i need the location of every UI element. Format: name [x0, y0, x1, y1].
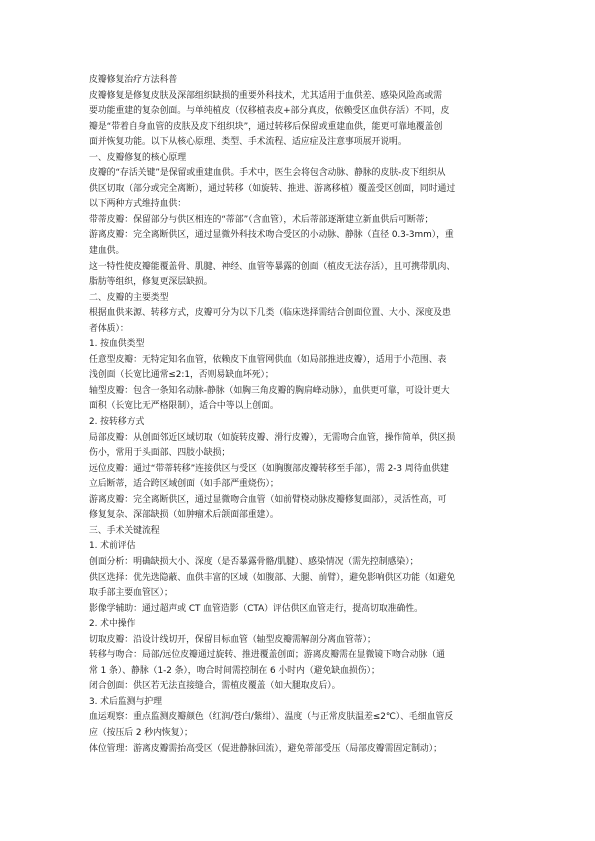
intro-line: 瓣是“带着自身血管的皮肤及皮下组织块”，通过转移后保留或重建血供，能更可靠地覆盖创: [89, 121, 443, 132]
pedicled-flap-line: 带蒂皮瓣：保留部分与供区相连的“蒂部”（含血管），术后蒂部逐渐建立新血供后可断蒂；: [89, 214, 434, 225]
distant-flap-line: 立后断蒂，适合跨区域创面（如手部严重烧伤）；: [89, 479, 279, 490]
intro-line: 面并恢复功能。以下从核心原理、类型、手术流程、适应症及注意事项展开说明。: [89, 137, 407, 148]
section-heading-principle: 一、皮瓣修复的核心原理: [89, 152, 187, 163]
transfer-anastomosis-line: 常 1 条）、静脉（1-2 条），吻合时间需控制在 6 小时内（避免缺血损伤）；: [89, 665, 380, 676]
principle-line: 供区切取（部分或完全离断），通过转移（如旋转、推进、游离移植）覆盖受区创面，同时通过: [89, 183, 456, 194]
subheading-intraop: 2. 术中操作: [89, 619, 136, 630]
blood-flow-observation-line: 应（按压后 2 秒内恢复）；: [89, 727, 193, 738]
free-flap-line: 建血供。: [89, 246, 125, 257]
random-flap-line: 浅创面（长宽比通常≤2:1，否则易缺血坏死）；: [89, 370, 274, 381]
subheading-blood-supply: 1. 按血供类型: [89, 339, 145, 350]
principle-line: 皮瓣的“存活关键”是保留或重建血供。手术中，医生会将包含动脉、静脉的皮肤-皮下组织从: [89, 168, 446, 179]
principle-summary-line: 脂肪等组织，修复更深层缺损。: [89, 277, 213, 288]
section-heading-procedure: 三、手术关键流程: [89, 525, 160, 536]
donor-selection-line: 取手部主要血管区）；: [89, 588, 173, 599]
axial-flap-line: 轴型皮瓣：包含一条知名动脉-静脉（如胸三角皮瓣的胸肩峰动脉），血供更可靠，可设计更大: [89, 385, 450, 396]
subheading-preop: 1. 术前评估: [89, 541, 136, 552]
free-flap-type-line: 修复复杂、深部缺损（如肿瘤术后颌面部重建）。: [89, 510, 279, 521]
free-flap-line: 游离皮瓣：完全离断供区，通过显微外科技术吻合受区的小动脉、静脉（直径 0.3-3mm），重: [89, 230, 454, 241]
principle-summary-line: 这一特性使皮瓣能覆盖骨、肌腱、神经、血管等暴露的创面（植皮无法存活），且可携带肌肉、: [89, 261, 456, 272]
donor-selection-line: 供区选择：优先选隐蔽、血供丰富的区域（如腹部、大腿、前臂），避免影响供区功能（如避免: [89, 572, 456, 583]
intro-line: 要功能重建的复杂创面。与单纯植皮（仅移植表皮+部分真皮，依赖受区血供存活）不同，皮: [89, 106, 450, 117]
document-title: 皮瓣修复治疗方法科普: [89, 75, 178, 85]
position-management-line: 体位管理：游离皮瓣需抬高受区（促进静脉回流），避免蒂部受压（局部皮瓣需固定制动）；: [89, 743, 442, 754]
subheading-postop: 3. 术后监测与护理: [89, 696, 162, 707]
wound-analysis-line: 创面分析：明确缺损大小、深度（是否暴露骨骼/肌腱）、感染情况（需先控制感染）；: [89, 556, 419, 567]
local-flap-line: 伤小，常用于头面部、四肢小缺损；: [89, 448, 231, 459]
distant-flap-line: 远位皮瓣：通过“带蒂转移”连接供区与受区（如胸腹部皮瓣转移至手部），需 2-3 周待血供建: [89, 463, 449, 474]
transfer-anastomosis-line: 转移与吻合：局部/远位皮瓣通过旋转、推进覆盖创面；游离皮瓣需在显微镜下吻合动脉（通: [89, 650, 445, 661]
axial-flap-line: 面积（长宽比无严格限制），适合中等以上创面。: [89, 401, 279, 412]
section-heading-types: 二、皮瓣的主要类型: [89, 292, 169, 303]
random-flap-line: 任意型皮瓣：无特定知名血管，依赖皮下血管网供血（如局部推进皮瓣），适用于小范围、表: [89, 354, 447, 365]
principle-line: 以下两种方式维持血供：: [89, 199, 187, 210]
flap-harvest-line: 切取皮瓣：沿设计线切开，保留目标血管（轴型皮瓣需解剖分离血管蒂）；: [89, 634, 376, 645]
local-flap-line: 局部皮瓣：从创面邻近区域切取（如旋转皮瓣、滑行皮瓣），无需吻合血管，操作简单，供区损: [89, 432, 456, 443]
types-intro-line: 者体质）：: [89, 323, 129, 334]
free-flap-type-line: 游离皮瓣：完全离断供区，通过显微吻合血管（如前臂桡动脉皮瓣修复面部），灵活性高，可: [89, 494, 447, 505]
subheading-transfer-method: 2. 按转移方式: [89, 417, 145, 428]
blood-flow-observation-line: 血运观察：重点监测皮瓣颜色（红润/苍白/紫绀）、温度（与正常皮肤温差≤2℃）、毛细血管反: [89, 712, 454, 723]
types-intro-line: 根据血供来源、转移方式，皮瓣可分为以下几类（临床选择需结合创面位置、大小、深度及患: [89, 308, 451, 319]
imaging-line: 影像学辅助：通过超声或 CT 血管造影（CTA）评估供区血管走行，提高切取准确性。: [89, 603, 423, 614]
wound-closure-line: 闭合创面：供区若无法直接缝合，需植皮覆盖（如大腿取皮后）。: [89, 681, 341, 692]
document-body: [89, 73, 509, 757]
intro-line: 皮瓣修复是修复皮肤及深部组织缺损的重要外科技术，尤其适用于血供差、感染风险高或需: [89, 90, 442, 101]
